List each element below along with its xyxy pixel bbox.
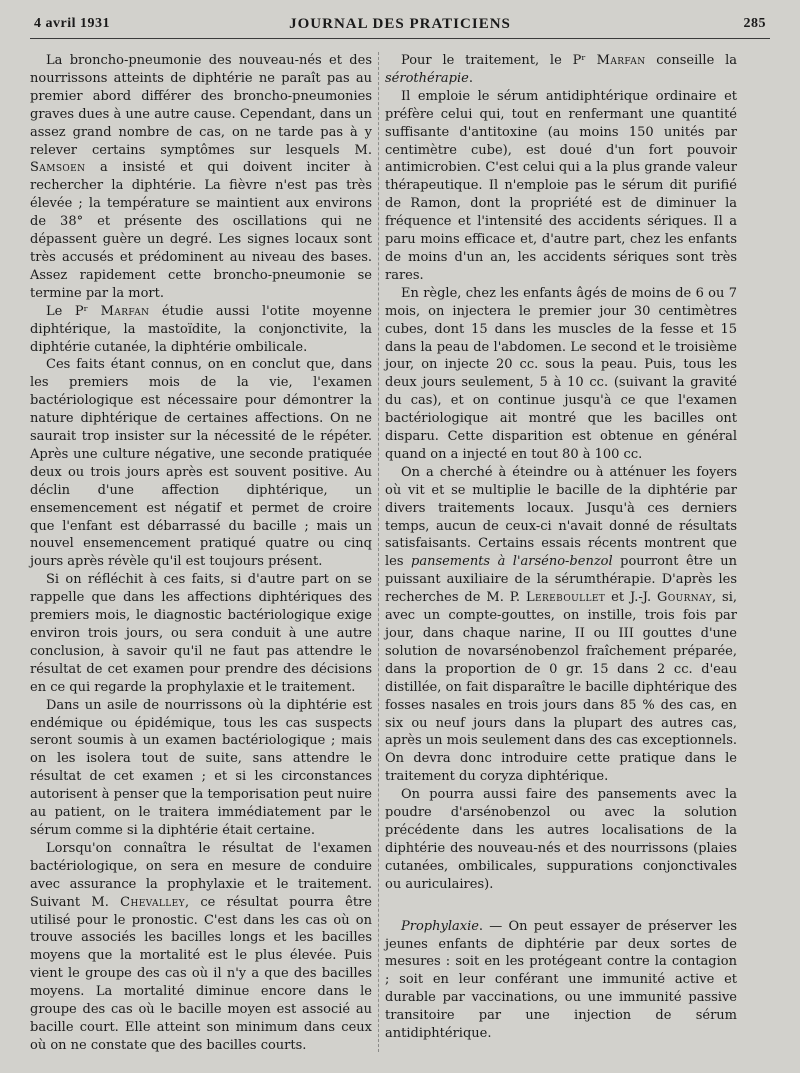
paragraph-reflexion: Si on réfléchit à ces faits, si d'autre part on se rappelle que dans les affections diphtériques des premiers mois, le diagnostic bactériologique exige environ trois jours, ou sera conduit à une autre conclusion, à savoir qu'il ne faut pas attendre le résultat de cet examen pour prendre des décisions en ce qui regarde la prophylaxie et le traitement. xyxy=(30,572,372,695)
paragraph-text: La broncho-pneumonie des nouveau-nés et des nourrissons atteints de diphtérie ne paraît pas au premier abord différer des broncho-pneumonies graves dues à une autre cause. Cependant, dans un assez grand nombre de cas, on ne tarde pas à y relever certains symptômes sur lesquels M. xyxy=(30,53,372,158)
right-column xyxy=(385,52,737,1043)
journal-title: JOURNAL DES PRATICIENS xyxy=(289,16,511,32)
paragraph-pansements xyxy=(385,464,737,786)
paragraph-text: . xyxy=(468,70,473,86)
paragraph-text: étudie aussi l'otite moyenne diphtérique, la mastoïdite, la conjonctivite, la diphtérie cutanée, la diphtérie ombilicale. xyxy=(30,303,372,355)
paragraph-text: . — On peut essayer de préserver les jeunes enfants de diphtérie par deux sortes de mesures : soit en les protégeant contre la contagion ; soit en leur conférant une immunité active et durable par vaccinations, ou une immunité passive transitoire par une injection de sérum antidiphtérique. xyxy=(385,918,737,1042)
paragraph-traitement xyxy=(385,52,737,88)
paragraph-text: Pour le traitement, le Pʳ xyxy=(401,53,597,68)
paragraph-text: a insisté et qui doivent inciter à rechercher la diphtérie. La fièvre n'est pas très élevée ; la température se maintient aux environs de 38° et présente des oscillations qui ne dépassent guère un degré. Les signes locaux sont très accusés et prédominent au niveau des bases. Assez rapidement cette broncho-pneumonie se termine par la mort. xyxy=(30,160,372,301)
author-name: Marfan xyxy=(100,303,150,319)
header-date: 4 avril 1931 xyxy=(34,16,110,31)
italic-term: sérothérapie xyxy=(385,70,469,86)
author-name: Lereboullet xyxy=(525,590,606,606)
author-name: Marfan xyxy=(596,53,646,68)
author-name: Gournay xyxy=(657,590,712,606)
section-heading: Prophylaxie xyxy=(401,918,479,934)
italic-term: pansements à l'arséno-benzol xyxy=(411,554,613,570)
paragraph-posologie: En règle, chez les enfants âgés de moins de 6 ou 7 mois, on injectera le premier jour 30 centimètres cubes, dont 15 dans les muscles de la fesse et 15 dans la peau de l'abdomen. Le second et le troisième jour, on injecte 20 cc. sous la peau. Puis, tous les deux jours seulement, 5 à 10 cc. (suivant la gravité du cas), et on continue jusqu'à ce que l'examen bactériologique ait montré que les bacilles ont disparu. Cette disparition est obtenue en général quand on a injecté en tout 80 à 100 cc. xyxy=(385,285,737,462)
page-number: 285 xyxy=(743,16,766,31)
paragraph-otite xyxy=(30,303,372,357)
paragraph-poudre: On pourra aussi faire des pansements avec la poudre d'arsénobenzol ou avec la solution précédente dans les autres localisations de la diphtérie des nouveau-nés et des nourrissons (plaies cutanées, ombilicales, suppurations conjonctivales ou auriculaires). xyxy=(385,787,737,892)
paragraph-text: Lorsqu'on connaîtra le résultat de l'examen bactériologique, on sera en mesure de conduire avec assurance la prophylaxie et le traitement. Suivant M. xyxy=(30,840,372,910)
paragraph-broncho-pneumonie xyxy=(30,52,372,303)
paragraph-serum: Il emploie le sérum antidiphtérique ordinaire et préfère celui qui, tout en renfermant une quantité suffisante d'antitoxine (au moins 150 unités par centimètre cube), est doué d'un fort pouvoir antimicrobien. C'est celui qui a la plus grande valeur thérapeutique. Il n'emploie pas le sérum dit purifié de Ramon, dont la propriété est de diminuer la fréquence et l'intensité des accidents sériques. Il a paru moins efficace et, d'autre part, chez les enfants de moins d'un an, les accidents sériques sont très rares. xyxy=(385,88,737,283)
paragraph-asile: Dans un asile de nourrissons où la diphtérie est endémique ou épidémique, tous les cas suspects seront soumis à un examen bactériologique ; mais on les isolera tout de suite, sans attendre le résultat de cet examen ; et si les circonstances autorisent à penser que la temporisation peut nuire au patient, on le traitera immédiatement par le sérum comme si la diphtérie était certaine. xyxy=(30,697,372,838)
paragraph-examen-bacteriologique: Ces faits étant connus, on en conclut que, dans les premiers mois de la vie, l'examen bactériologique est nécessaire pour démontrer la nature diphtérique de certaines affections. On ne saurait trop insister sur la nécessité de le répéter. Après une culture négative, une seconde pratiquée deux ou trois jours après est souvent positive. Au déclin d'une affection diphtérique, un ensemencement est négatif et permet de croire que l'enfant est débarrassé du bacille ; mais un nouvel ensemencement pratiqué quatre ou cinq jours après révèle qu'il est toujours présent. xyxy=(30,357,372,570)
paragraph-text: Le Pʳ xyxy=(46,303,101,319)
author-name: Samsoen xyxy=(30,160,86,176)
paragraph-text: conseille la xyxy=(645,53,737,68)
running-header xyxy=(30,14,770,39)
paragraph-text: pourront être un puissant auxiliaire de la sérumthérapie. D'après les recherches de M. P. xyxy=(385,554,737,606)
paragraph-text: , ce résultat pourra être utilisé pour le pronostic. C'est dans les cas où on trouve associés les bacilles longs et les bacilles moyens que la mortalité est le plus élevée. Puis vient le groupe des cas où il n'y a que des bacilles moyens. La mortalité diminue encore dans le groupe des cas où le bacille moyen est associé au bacille court. Elle atteint son minimum dans ceux où on ne constate que des bacilles courts. xyxy=(30,894,372,1053)
paragraph-text: On a cherché à éteindre ou à atténuer les foyers où vit et se multiplie le bacille de la diphtérie par divers traitements locaux. Jusqu'à ces derniers temps, aucun de ceux-ci n'avait donné de résultats satisfaisants. Certains essais récents montrent que les xyxy=(385,464,737,570)
column-divider xyxy=(378,52,379,1052)
left-column xyxy=(30,52,372,1055)
paragraph-text: , si, avec un compte-gouttes, on instille, trois fois par jour, dans chaque narine, II ou III gouttes d'une solution de novarsénobenzol fraîchement préparée, dans la proportion de 0 gr. 15 dans 2 cc. d'eau distillée, on fait disparaître le bacille diphtérique des fosses nasales en trois jours dans 85 % des cas, en six ou neuf jours dans la plupart des autres cas, après un mois seulement dans des cas exceptionnels. On devra donc introduire cette pratique dans le traitement du coryza diphtérique. xyxy=(385,590,737,785)
author-name: Chevalley xyxy=(120,894,185,910)
paragraph-text: et J.-J. xyxy=(605,590,658,606)
paragraph-prophylaxie xyxy=(385,918,737,1043)
paragraph-pronostic xyxy=(30,840,372,1055)
